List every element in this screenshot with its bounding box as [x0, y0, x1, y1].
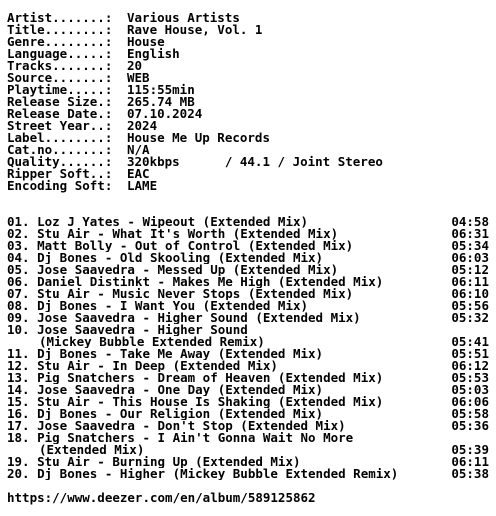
metadata-key: Cat.no.......: — [7, 142, 113, 157]
track-row — [7, 216, 489, 228]
release-info-document — [7, 12, 489, 504]
track-row — [7, 432, 489, 444]
metadata-value: WEB — [127, 70, 150, 85]
track-row — [7, 420, 489, 432]
metadata-key: Label........: — [7, 130, 113, 145]
metadata-value: 265.74 MB — [127, 94, 195, 109]
track-duration: 06:12 — [451, 358, 489, 373]
metadata-value: N/A — [127, 142, 150, 157]
metadata-key: Genre........: — [7, 34, 113, 49]
spacer — [7, 192, 489, 204]
track-title: 17. Jose Saavedra - Don't Stop (Extended Mix) — [7, 420, 346, 432]
track-row — [7, 372, 489, 384]
metadata-row — [7, 180, 489, 192]
track-title: 13. Pig Snatchers - Dream of Heaven (Extended Mix) — [7, 372, 384, 384]
track-title: 18. Pig Snatchers - I Ain't Gonna Wait No More — [7, 432, 354, 444]
metadata-value: Various Artists — [127, 10, 240, 25]
metadata-value: 07.10.2024 — [127, 106, 203, 121]
metadata-key: Language.....: — [7, 46, 113, 61]
metadata-key: Street Year..: — [7, 118, 113, 133]
track-duration: 06:06 — [451, 394, 489, 409]
track-duration: 05:51 — [451, 346, 489, 361]
track-duration: 05:36 — [451, 418, 489, 433]
track-row — [7, 408, 489, 420]
tracklist — [7, 216, 489, 480]
track-title: 19. Stu Air - Burning Up (Extended Mix) — [7, 456, 301, 468]
metadata-key: Ripper Soft..: — [7, 166, 113, 181]
track-title: 07. Stu Air - Music Never Stops (Extended Mix) — [7, 288, 354, 300]
track-row — [7, 360, 489, 372]
track-duration: 05:39 — [451, 442, 489, 457]
track-row — [7, 396, 489, 408]
track-duration: 05:58 — [451, 406, 489, 421]
track-title: 16. Dj Bones - Our Religion (Extended Mix) — [7, 408, 324, 420]
track-row — [7, 324, 489, 336]
track-title: 05. Jose Saavedra - Messed Up (Extended Mix) — [7, 264, 339, 276]
track-title: 20. Dj Bones - Higher (Mickey Bubble Extended Remix) — [7, 468, 399, 480]
track-duration: 05:34 — [451, 238, 489, 253]
track-row — [7, 384, 489, 396]
track-duration: 04:58 — [451, 214, 489, 229]
track-row — [7, 240, 489, 252]
track-title: 08. Dj Bones - I Want You (Extended Mix) — [7, 300, 309, 312]
track-row — [7, 456, 489, 468]
track-duration: 05:38 — [451, 466, 489, 481]
track-title: 11. Dj Bones - Take Me Away (Extended Mix) — [7, 348, 324, 360]
track-row — [7, 228, 489, 240]
track-row — [7, 468, 489, 480]
metadata-key: Release Date.: — [7, 106, 113, 121]
track-duration: 05:41 — [451, 334, 489, 349]
track-title-continuation: (Mickey Bubble Extended Remix) — [39, 336, 265, 348]
track-row-continuation — [7, 336, 489, 348]
track-duration: 06:31 — [451, 226, 489, 241]
metadata-key: Playtime.....: — [7, 82, 113, 97]
track-title: 10. Jose Saavedra - Higher Sound — [7, 324, 248, 336]
track-row — [7, 288, 489, 300]
track-duration: 05:56 — [451, 298, 489, 313]
track-title: 01. Loz J Yates - Wipeout (Extended Mix) — [7, 216, 309, 228]
track-title: 04. Dj Bones - Old Skooling (Extended Mix) — [7, 252, 324, 264]
track-title: 14. Jose Saavedra - One Day (Extended Mix) — [7, 384, 324, 396]
track-duration: 06:11 — [451, 274, 489, 289]
metadata-value: 115:55min — [127, 82, 195, 97]
metadata-value: 2024 — [127, 118, 158, 133]
metadata-value: House — [127, 34, 165, 49]
track-duration: 06:03 — [451, 250, 489, 265]
metadata-value: House Me Up Records — [127, 130, 270, 145]
metadata-value: Rave House, Vol. 1 — [127, 22, 263, 37]
track-title: 15. Stu Air - This House Is Shaking (Extended Mix) — [7, 396, 384, 408]
track-row — [7, 252, 489, 264]
track-row — [7, 300, 489, 312]
metadata-block — [7, 12, 489, 192]
spacer — [7, 204, 489, 216]
metadata-value: English — [127, 46, 180, 61]
track-row — [7, 276, 489, 288]
metadata-value: EAC — [127, 166, 150, 181]
album-url[interactable]: https://www.deezer.com/en/album/589125862 — [7, 490, 316, 505]
metadata-key: Release Size.: — [7, 94, 113, 109]
track-duration: 05:12 — [451, 262, 489, 277]
track-title-continuation: (Extended Mix) — [39, 444, 145, 456]
metadata-key: Tracks.......: — [7, 58, 113, 73]
track-title: 02. Stu Air - What It's Worth (Extended Mix) — [7, 228, 339, 240]
metadata-value: 320kbps / 44.1 / Joint Stereo — [127, 154, 383, 169]
track-duration: 05:03 — [451, 382, 489, 397]
track-title: 06. Daniel Distinkt - Makes Me High (Extended Mix) — [7, 276, 384, 288]
track-row — [7, 348, 489, 360]
metadata-value: LAME — [127, 178, 158, 193]
metadata-value: 20 — [127, 58, 143, 73]
track-row-continuation — [7, 444, 489, 456]
metadata-key: Source.......: — [7, 70, 113, 85]
track-row — [7, 312, 489, 324]
track-title: 12. Stu Air - In Deep (Extended Mix) — [7, 360, 278, 372]
track-duration: 05:53 — [451, 370, 489, 385]
track-title: 03. Matt Bolly - Out of Control (Extended Mix) — [7, 240, 354, 252]
track-duration: 05:32 — [451, 310, 489, 325]
metadata-key: Quality......: — [7, 154, 113, 169]
metadata-key: Title........: — [7, 22, 113, 37]
metadata-key: Artist.......: — [7, 10, 113, 25]
track-duration: 06:11 — [451, 454, 489, 469]
metadata-key: Encoding Soft: — [7, 178, 113, 193]
track-duration: 06:10 — [451, 286, 489, 301]
track-row — [7, 264, 489, 276]
track-title: 09. Jose Saavedra - Higher Sound (Extended Mix) — [7, 312, 361, 324]
